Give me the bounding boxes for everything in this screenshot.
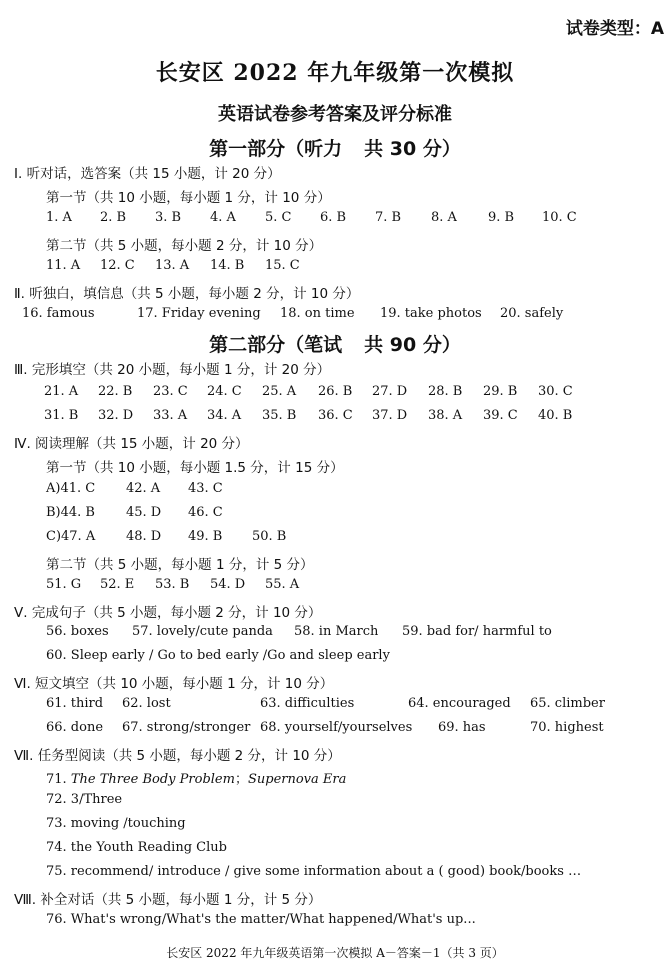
section-3-heading: Ⅲ. 完形填空（共 20 小题，每小题 1 分，计 20 分） [14, 362, 331, 378]
part-one-score: 共 30 分） [364, 138, 461, 160]
answer-item: 2. B [100, 210, 127, 225]
section-4-heading: Ⅳ. 阅读理解（共 15 小题，计 20 分） [14, 436, 249, 452]
answer-item: 14. B [210, 258, 245, 273]
answer-item: 33. A [153, 408, 188, 423]
answer-item: 16. famous [22, 306, 95, 321]
paper-type-label: 试卷类型：A [565, 19, 664, 39]
section-1-part-2: 第二节（共 5 小题，每小题 2 分，计 10 分） [46, 238, 323, 254]
answer-item: 30. C [538, 384, 573, 399]
answer-item: 57. lovely/cute panda [132, 624, 273, 639]
answer-item: 1. A [46, 210, 72, 225]
answer-item: 43. C [188, 481, 223, 496]
answer-item: C)47. A [46, 529, 96, 544]
answer-74: 74. the Youth Reading Club [46, 840, 227, 855]
answer-60: 60. Sleep early / Go to bed early /Go and sleep early [46, 648, 390, 663]
page-subtitle: 英语试卷参考答案及评分标准 [218, 104, 452, 125]
answer-item: 21. A [44, 384, 79, 399]
answer-item: 61. third [46, 696, 104, 711]
answer-item: 65. climber [530, 696, 605, 711]
answer-item: 26. B [318, 384, 353, 399]
part-two-score: 共 90 分） [364, 334, 461, 356]
answer-item: 20. safely [500, 306, 564, 321]
answer-item: 24. C [207, 384, 242, 399]
answer-71-number: 71. [46, 772, 67, 787]
answer-item: 35. B [262, 408, 297, 423]
answer-75: 75. recommend/ introduce / give some information about a ( good) book/books … [46, 864, 582, 879]
section-7-heading: Ⅶ. 任务型阅读（共 5 小题，每小题 2 分，计 10 分） [14, 748, 341, 764]
answer-item: A)41. C [46, 481, 96, 496]
answer-item: 37. D [372, 408, 408, 423]
answer-item: 34. A [207, 408, 242, 423]
answer-item: 18. on time [280, 306, 355, 321]
answer-item: 55. A [265, 577, 300, 592]
answer-item: 62. lost [122, 696, 171, 711]
answer-item: 6. B [320, 210, 347, 225]
answer-72: 72. 3/Three [46, 792, 123, 807]
page-title: 长安区 2022 年九年级第一次模拟 [155, 60, 515, 86]
page-footer: 长安区 2022 年九年级英语第一次模拟 A－答案－1（共 3 页） [166, 946, 504, 960]
answer-item: 52. E [100, 577, 135, 592]
section-1-heading: Ⅰ. 听对话，选答案（共 15 小题，计 20 分） [14, 166, 281, 182]
answer-item: 27. D [372, 384, 408, 399]
answer-item: 48. D [126, 529, 162, 544]
answer-71-title-2: Supernova Era [247, 772, 347, 787]
answer-item: 32. D [98, 408, 134, 423]
answer-item: B)44. B [46, 505, 95, 520]
answer-item: 42. A [126, 481, 161, 496]
answer-item: 67. strong/stronger [122, 720, 251, 735]
answer-item: 31. B [44, 408, 79, 423]
answer-item: 3. B [155, 210, 182, 225]
part-one-title: 第一部分（听力 [209, 138, 343, 160]
answer-item: 39. C [483, 408, 518, 423]
answer-item: 53. B [155, 577, 190, 592]
section-4-part-1: 第一节（共 10 小题，每小题 1.5 分，计 15 分） [46, 460, 344, 476]
answer-item: 70. highest [530, 720, 604, 735]
answer-item: 25. A [262, 384, 297, 399]
answer-item: 10. C [542, 210, 577, 225]
section-8-heading: Ⅷ. 补全对话（共 5 小题，每小题 1 分，计 5 分） [14, 892, 322, 908]
answer-item: 4. A [210, 210, 236, 225]
answer-item: 29. B [483, 384, 518, 399]
answer-item: 5. C [265, 210, 292, 225]
answer-item: 22. B [98, 384, 133, 399]
answer-item: 7. B [375, 210, 402, 225]
answer-item: 36. C [318, 408, 353, 423]
answer-item: 45. D [126, 505, 162, 520]
section-1-part-1: 第一节（共 10 小题，每小题 1 分，计 10 分） [46, 190, 331, 206]
answer-item: 49. B [188, 529, 223, 544]
answer-76: 76. What's wrong/What's the matter/What happened/What's up... [46, 912, 476, 927]
answer-item: 51. G [46, 577, 82, 592]
answer-item: 12. C [100, 258, 135, 273]
answer-item: 46. C [188, 505, 223, 520]
answer-item: 40. B [538, 408, 573, 423]
answer-item: 19. take photos [380, 306, 482, 321]
answer-71 [46, 768, 346, 787]
answer-item: 9. B [488, 210, 515, 225]
answer-item: 23. C [153, 384, 188, 399]
answer-item: 28. B [428, 384, 463, 399]
answer-item: 68. yourself/yourselves [260, 720, 413, 735]
section-4-part-2: 第二节（共 5 小题，每小题 1 分，计 5 分） [46, 557, 314, 573]
answer-71-title-1: The Three Body Problem [70, 772, 235, 787]
answer-item: 58. in March [294, 624, 379, 639]
answer-item: 66. done [46, 720, 104, 735]
answer-item: 11. A [46, 258, 81, 273]
answer-item: 69. has [438, 720, 486, 735]
answer-item: 50. B [252, 529, 287, 544]
answer-item: 64. encouraged [408, 696, 511, 711]
answer-item: 15. C [265, 258, 300, 273]
answer-item: 59. bad for/ harmful to [402, 624, 552, 639]
answer-item: 17. Friday evening [137, 306, 261, 321]
answer-item: 63. difficulties [260, 696, 355, 711]
answer-71-separator: ； [234, 772, 248, 787]
answer-item: 13. A [155, 258, 190, 273]
section-6-heading: Ⅵ. 短文填空（共 10 小题，每小题 1 分，计 10 分） [14, 676, 334, 692]
section-2-heading: Ⅱ. 听独白，填信息（共 5 小题，每小题 2 分，计 10 分） [14, 286, 360, 302]
answer-item: 8. A [431, 210, 457, 225]
part-two-heading [0, 330, 670, 357]
section-5-heading: Ⅴ. 完成句子（共 5 小题，每小题 2 分，计 10 分） [14, 605, 322, 621]
answer-item: 38. A [428, 408, 463, 423]
answer-item: 54. D [210, 577, 246, 592]
answer-item: 56. boxes [46, 624, 109, 639]
part-two-title: 第二部分（笔试 [209, 334, 343, 356]
answer-73: 73. moving /touching [46, 816, 186, 831]
part-one-heading [0, 134, 670, 161]
